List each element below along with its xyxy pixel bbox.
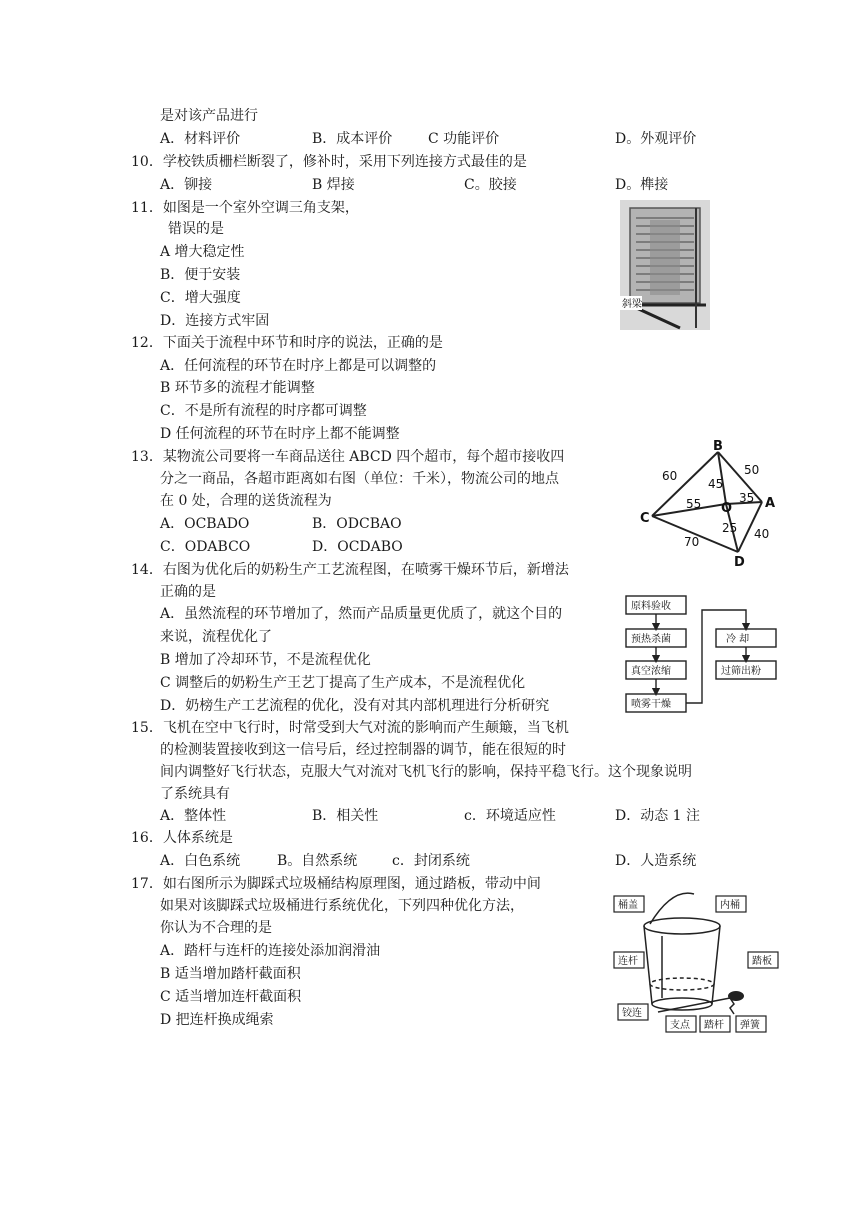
air-conditioner-bracket-photo — [620, 200, 710, 330]
pedal-rod-label: 踏杆 — [704, 1020, 724, 1031]
q15-option-b: B．相关性 — [312, 808, 379, 824]
edge-cd-label: 70 — [684, 535, 700, 549]
supermarket-distance-graph — [638, 440, 778, 570]
q17-option-b: B 适当增加踏杆截面积 — [160, 966, 301, 982]
lid-label: 桶盖 — [618, 900, 638, 911]
q17-stem-line3: 你认为不合理的是 — [160, 920, 272, 936]
q11-stem: 11．如图是一个室外空调三角支架， — [131, 200, 359, 216]
step-vacuum: 真空浓缩 — [631, 666, 671, 677]
q10-option-b: B 焊接 — [312, 177, 355, 193]
pedal-trash-can-diagram — [612, 886, 788, 1036]
q11-option-c: C．增大强度 — [160, 290, 241, 306]
q14-stem: 14．右图为优化后的奶粉生产工艺流程图，在喷雾干燥环节后，新增法 — [131, 562, 569, 578]
edge-od-label: 25 — [722, 521, 738, 535]
q14-option-b: B 增加了冷却环节，不是流程优化 — [160, 652, 371, 668]
q14-stem-line2: 正确的是 — [160, 584, 216, 600]
q10-option-d: D。榫接 — [615, 177, 669, 193]
q12-option-a: A．任何流程的环节在时序上都是可以调整的 — [160, 358, 437, 374]
q13-option-d: D．OCDABO — [312, 539, 403, 555]
q14-option-c: C 调整后的奶粉生产王艺丁提高了生产成本，不是流程优化 — [160, 675, 526, 691]
q17-stem-line2: 如果对该脚踩式垃圾桶进行系统优化，下列四种优化方法， — [160, 898, 524, 914]
edge-ad-label: 40 — [754, 527, 770, 541]
inner-bucket-label: 内桶 — [720, 900, 740, 911]
edge-bc-label: 60 — [662, 469, 678, 483]
q9-option-a: A．材料评价 — [160, 131, 241, 147]
q17-option-c: C 适当增加连杆截面积 — [160, 989, 302, 1005]
edge-co-label: 55 — [686, 497, 702, 511]
pedal-label: 踏板 — [752, 956, 772, 967]
node-b-label: B — [713, 440, 723, 454]
q13-stem-line3: 在 0 处，合理的送货流程为 — [160, 493, 332, 509]
q13-option-b: B．ODCBAO — [312, 516, 402, 532]
q13-stem: 13．某物流公司要将一车商品送往 ABCD 四个超市，每个超市接收四 — [131, 449, 565, 465]
step-raw-material: 原料验收 — [631, 601, 671, 612]
q15-stem-line3: 间内调整好飞行状态，克服大气对流对飞机飞行的影响，保持平稳飞行。这个现象说明 — [160, 764, 692, 780]
diagonal-beam-label: 斜梁 — [622, 299, 642, 310]
q12-option-c: C．不是所有流程的时序都可调整 — [160, 403, 367, 419]
q16-option-d: D．人造系统 — [615, 853, 697, 869]
edge-bo-label: 45 — [708, 477, 724, 491]
q13-stem-line2: 分之一商品，各超市距离如右图（单位：千米），物流公司的地点 — [160, 471, 559, 487]
q15-option-a: A．整体性 — [160, 808, 227, 824]
q11-sub-stem: 错误的是 — [168, 221, 224, 237]
milk-powder-flow-chart — [620, 594, 790, 730]
step-preheat: 预热杀菌 — [631, 634, 671, 645]
q12-option-b: B 环节多的流程才能调整 — [160, 380, 315, 396]
q12-option-d: D 任何流程的环节在时序上都不能调整 — [160, 426, 400, 442]
q16-stem: 16．人体系统是 — [131, 830, 233, 846]
node-o-label: O — [721, 501, 733, 516]
q9-option-d: D。外观评价 — [615, 131, 697, 147]
q17-stem: 17．如右图所示为脚踩式垃圾桶结构原理图，通过踏板，带动中间 — [131, 876, 541, 892]
q9-option-b: B．成本评价 — [312, 131, 393, 147]
q15-option-d: D．动态 1 注 — [615, 808, 701, 824]
q13-option-a: A．OCBADO — [160, 516, 250, 532]
connecting-rod-label: 连杆 — [618, 956, 638, 967]
q16-option-c: c．封闭系统 — [392, 853, 470, 869]
q16-option-b: B。自然系统 — [277, 853, 358, 869]
edge-ba-label: 50 — [744, 463, 760, 477]
q17-option-a: A．踏杆与连杆的连接处添加润滑油 — [160, 943, 381, 959]
q14-option-d: D．奶榜生产工艺流程的优化，没有对其内部机理进行分析研究 — [160, 698, 550, 714]
q15-stem-line4: 了系统具有 — [160, 786, 230, 802]
fulcrum-label: 支点 — [670, 1020, 690, 1031]
q11-option-d: D．连接方式牢固 — [160, 313, 270, 329]
q13-option-c: C．ODABCO — [160, 539, 251, 555]
q16-option-a: A．白色系统 — [160, 853, 241, 869]
q10-option-a: A．铆接 — [160, 177, 213, 193]
q10-option-c: C。胶接 — [464, 177, 517, 193]
q11-option-a: A 增大稳定性 — [160, 244, 245, 260]
node-a-label: A — [765, 496, 776, 511]
step-sieve: 过筛出粉 — [721, 666, 761, 677]
q15-stem: 15．飞机在空中飞行时，时常受到大气对流的影响而产生颠簸，当飞机 — [131, 720, 569, 736]
q9-stem-continuation: 是对该产品进行 — [160, 108, 258, 124]
hinge-label: 铰连 — [622, 1008, 642, 1019]
q10-stem: 10．学校铁质栅栏断裂了，修补时，采用下列连接方式最佳的是 — [131, 154, 527, 170]
q15-option-c: c．环境适应性 — [464, 808, 556, 824]
q11-option-b: B．便于安装 — [160, 267, 241, 283]
q15-stem-line2: 的检测装置接收到这一信号后，经过控制器的调节，能在很短的时 — [160, 742, 566, 758]
node-c-label: C — [640, 511, 650, 526]
step-cooling: 冷 却 — [726, 634, 750, 645]
q17-option-d: D 把连杆换成绳索 — [160, 1012, 274, 1028]
q14-option-a-cont: 来说，流程优化了 — [160, 629, 272, 645]
q12-stem: 12．下面关于流程中环节和时序的说法，正确的是 — [131, 335, 443, 351]
step-spray-dry: 喷雾干燥 — [631, 699, 671, 710]
node-d-label: D — [734, 555, 745, 570]
spring-label: 弹簧 — [740, 1020, 760, 1031]
edge-oa-label: 35 — [739, 491, 755, 505]
q9-option-c: C 功能评价 — [428, 131, 500, 147]
q14-option-a: A．虽然流程的环节增加了，然而产品质量更优质了，就这个目的 — [160, 606, 563, 622]
